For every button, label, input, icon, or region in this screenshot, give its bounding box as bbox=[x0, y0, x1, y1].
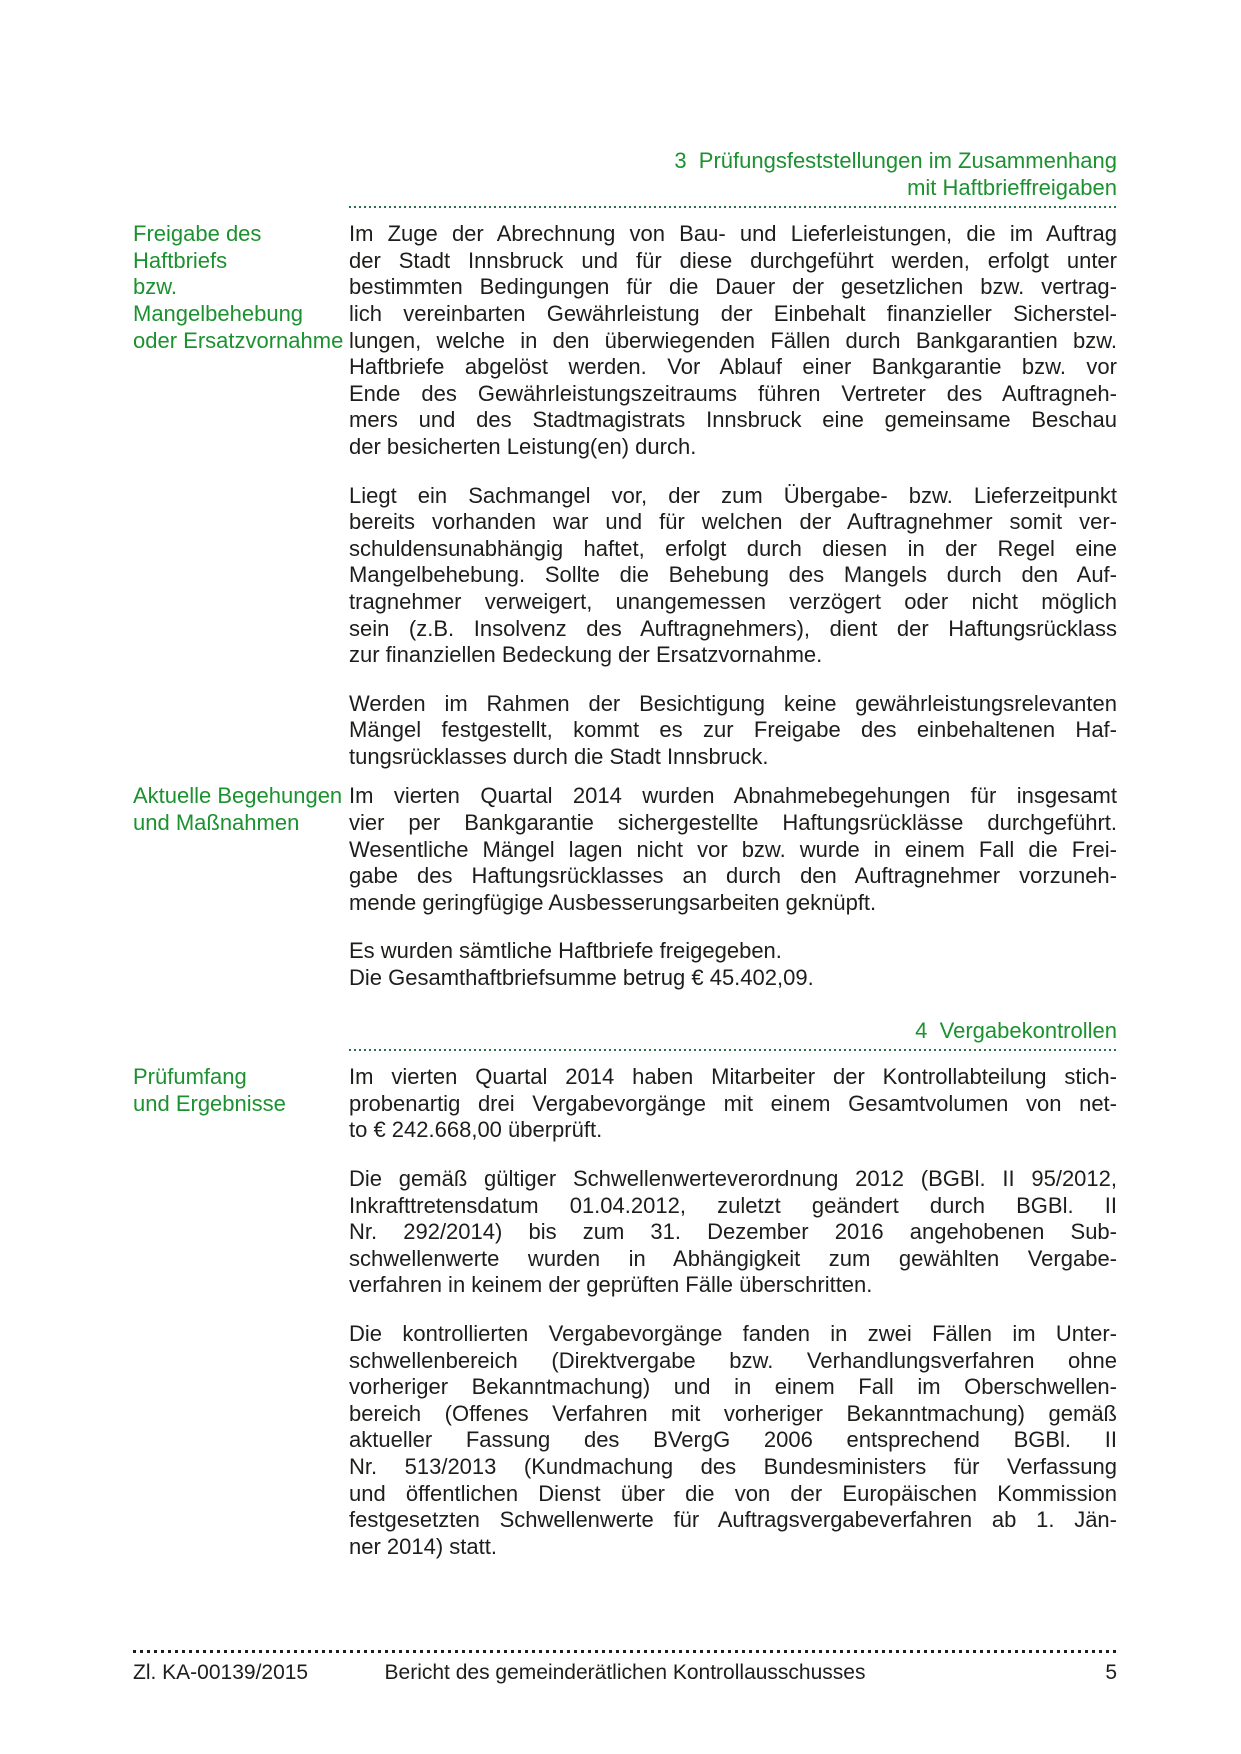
text-line: oder Ersatzvornahme bbox=[133, 327, 344, 353]
text-line: Die kontrollierten Vergabevorgänge fanden in zwei Fällen im Unter- bbox=[349, 1320, 1117, 1346]
text-line: mers und des Stadtmagistrats Innsbruck eine gemeinsame Beschau bbox=[349, 407, 1117, 433]
content-block-freigabe bbox=[133, 221, 1117, 770]
section-3-heading bbox=[133, 148, 1117, 201]
text-line: mende geringfügige Ausbesserungsarbeiten geknüpft. bbox=[349, 889, 877, 915]
text-line: Nr. 292/2014) bis zum 31. Dezember 2016 angehobenen Sub- bbox=[349, 1219, 1117, 1245]
paragraph bbox=[349, 221, 1117, 460]
text-line: festgesetzten Schwellenwerte für Auftragsvergabeverfahren ab 1. Jän- bbox=[349, 1507, 1117, 1533]
text-line: lungen, welche in den überwiegenden Fällen durch Bankgarantien bzw. bbox=[349, 327, 1117, 353]
text-line: zur finanziellen Bedeckung der Ersatzvornahme. bbox=[349, 642, 823, 668]
text-line: Die Gesamthaftbriefsumme betrug € 45.402,09. bbox=[349, 965, 814, 991]
text-line: Inkrafttretensdatum 01.04.2012, zuletzt geändert durch BGBl. II bbox=[349, 1192, 1117, 1218]
text-line: Ende des Gewährleistungszeitraums führen Vertreter des Auftragneh- bbox=[349, 380, 1117, 406]
section-3-divider bbox=[349, 206, 1117, 208]
text-line: tragnehmer verweigert, unangemessen verzögert oder nicht möglich bbox=[349, 588, 1117, 614]
footer-page-number: 5 bbox=[1105, 1661, 1117, 1684]
text-line: und Ergebnisse bbox=[133, 1090, 286, 1116]
text-line: Freigabe des Haftbriefs bbox=[133, 221, 262, 273]
text-line: verfahren in keinem der geprüften Fälle überschritten. bbox=[349, 1272, 873, 1298]
text-line: bzw. Mangelbehebung bbox=[133, 274, 304, 326]
paragraph-group bbox=[349, 1064, 1117, 1560]
text-line: der Stadt Innsbruck und für diese durchgeführt werden, erfolgt unter bbox=[349, 247, 1117, 273]
text-line: to € 242.668,00 überprüft. bbox=[349, 1117, 603, 1143]
text-line: Wesentliche Mängel lagen nicht vor bzw. wurde in einem Fall die Frei- bbox=[349, 836, 1117, 862]
section-4-divider bbox=[349, 1049, 1117, 1051]
text-line: Aktuelle Begehungen bbox=[133, 783, 343, 809]
text-line: 3 Prüfungsfeststellungen im Zusammenhang bbox=[674, 148, 1117, 173]
text-line: Haftbriefe abgelöst werden. Vor Ablauf einer Bankgarantie bzw. vor bbox=[349, 354, 1117, 380]
text-line: Im Zuge der Abrechnung von Bau- und Lieferleistungen, die im Auftrag bbox=[349, 221, 1117, 247]
text-line: bereits vorhanden war und für welchen der Auftragnehmer somit ver- bbox=[349, 509, 1117, 535]
section-vergabekontrollen bbox=[133, 1018, 1117, 1561]
section-4-heading bbox=[133, 1018, 1117, 1045]
text-line: Prüfumfang bbox=[133, 1064, 247, 1090]
paragraph bbox=[349, 783, 1117, 916]
paragraph bbox=[349, 691, 1117, 771]
text-line: Liegt ein Sachmangel vor, der zum Übergabe- bzw. Lieferzeitpunkt bbox=[349, 482, 1117, 508]
text-line: Es wurden sämtliche Haftbriefe freigegeben. bbox=[349, 938, 782, 964]
content-block-begehungen bbox=[133, 783, 1117, 991]
text-line: bereich (Offenes Verfahren mit vorheriger Bekanntmachung) gemäß bbox=[349, 1400, 1117, 1426]
text-line: der besicherten Leistung(en) durch. bbox=[349, 433, 697, 459]
paragraph-group bbox=[349, 783, 1117, 991]
text-line: vier per Bankgarantie sichergestellte Haftungsrücklässe durchgeführt. bbox=[349, 810, 1117, 836]
footer-title: Bericht des gemeinderätlichen Kontrollausschusses bbox=[384, 1661, 866, 1684]
footer-row bbox=[133, 1653, 1117, 1687]
sidenote-freigabe-haftbrief bbox=[133, 221, 349, 354]
section-haftbrieffreigaben bbox=[133, 148, 1117, 992]
footer-reference: Zl. KA-00139/2015 bbox=[133, 1661, 309, 1684]
paragraph bbox=[349, 938, 1117, 991]
paragraph-group bbox=[349, 221, 1117, 770]
text-line: sein (z.B. Insolvenz des Auftragnehmers), dient der Haftungsrücklass bbox=[349, 615, 1117, 641]
text-line: tungsrücklasses durch die Stadt Innsbruck. bbox=[349, 743, 769, 769]
text-line: schuldensunabhängig haftet, erfolgt durch diesen in der Regel eine bbox=[349, 535, 1117, 561]
text-line: Mängel festgestellt, kommt es zur Freigabe des einbehaltenen Haf- bbox=[349, 717, 1117, 743]
text-line: Nr. 513/2013 (Kundmachung des Bundesministers für Verfassung bbox=[349, 1453, 1117, 1479]
text-line: bestimmten Bedingungen für die Dauer der gesetzlichen bzw. vertrag- bbox=[349, 274, 1117, 300]
sidenote-aktuelle-begehungen bbox=[133, 783, 349, 836]
paragraph bbox=[349, 483, 1117, 669]
text-line: mit Haftbrieffreigaben bbox=[907, 174, 1117, 200]
text-line: und öffentlichen Dienst über die von der Europäischen Kommission bbox=[349, 1480, 1117, 1506]
text-line: lich vereinbarten Gewährleistung der Einbehalt finanzieller Sicherstel- bbox=[349, 300, 1117, 326]
text-line: schwellenwerte wurden in Abhängigkeit zum gewählten Vergabe- bbox=[349, 1245, 1117, 1271]
page-content bbox=[133, 0, 1117, 1560]
content-block-pruefumfang bbox=[133, 1064, 1117, 1560]
text-line: probenartig drei Vergabevorgänge mit einem Gesamtvolumen von net- bbox=[349, 1090, 1117, 1116]
text-line: gabe des Haftungsrücklasses an durch den Auftragnehmer vorzuneh- bbox=[349, 863, 1117, 889]
text-line: Werden im Rahmen der Besichtigung keine gewährleistungsrelevanten bbox=[349, 690, 1117, 716]
text-line: 4 Vergabekontrollen bbox=[915, 1017, 1117, 1043]
text-line: Die gemäß gültiger Schwellenwerteverordnung 2012 (BGBl. II 95/2012, bbox=[349, 1166, 1117, 1191]
sidenote-pruefumfang bbox=[133, 1064, 349, 1117]
text-line: Im vierten Quartal 2014 wurden Abnahmebegehungen für insgesamt bbox=[349, 783, 1117, 809]
text-line: schwellenbereich (Direktvergabe bzw. Verhandlungsverfahren ohne bbox=[349, 1347, 1117, 1373]
text-line: aktueller Fassung des BVergG 2006 entsprechend BGBl. II bbox=[349, 1427, 1117, 1453]
text-line: Im vierten Quartal 2014 haben Mitarbeiter der Kontrollabteilung stich- bbox=[349, 1064, 1117, 1090]
text-line: Mangelbehebung. Sollte die Behebung des Mangels durch den Auf- bbox=[349, 562, 1117, 588]
paragraph bbox=[349, 1321, 1117, 1560]
text-line: vorheriger Bekanntmachung) und in einem Fall im Oberschwellen- bbox=[349, 1374, 1117, 1400]
paragraph bbox=[349, 1064, 1117, 1144]
text-line: ner 2014) statt. bbox=[349, 1533, 497, 1559]
text-line: und Maßnahmen bbox=[133, 810, 300, 836]
paragraph bbox=[349, 1166, 1117, 1299]
page-footer bbox=[133, 1650, 1117, 1687]
